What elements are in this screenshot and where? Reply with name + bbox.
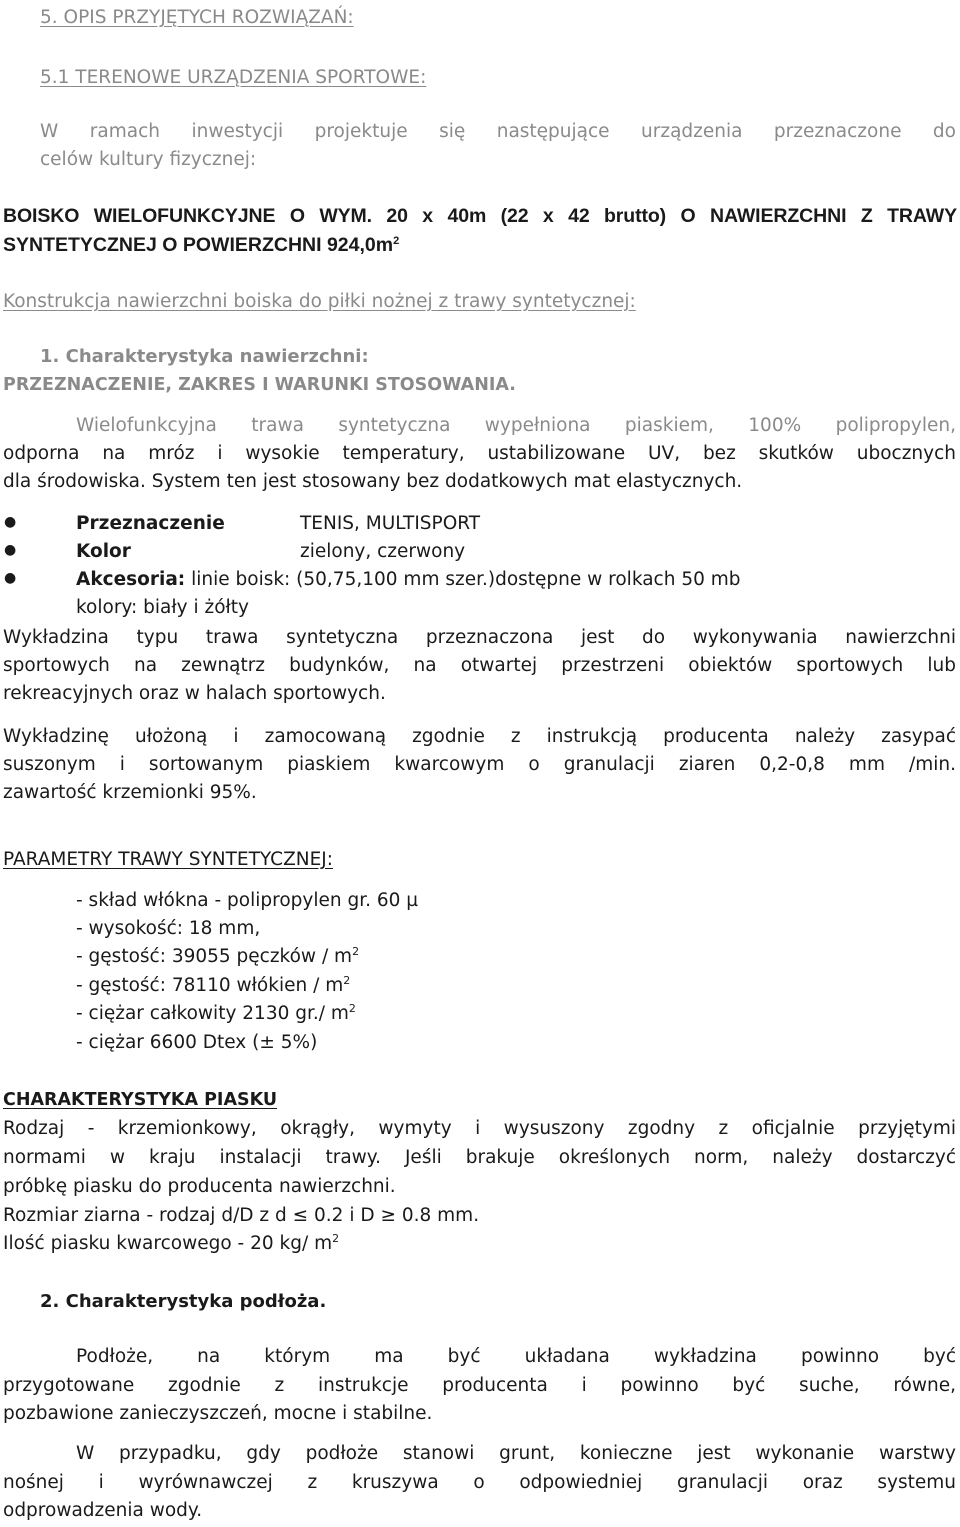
params-heading: PARAMETRY TRAWY SYNTETYCZNEJ: xyxy=(3,849,333,870)
construction-heading: Konstrukcja nawierzchni boiska do piłki nożnej z trawy syntetycznej: xyxy=(3,291,636,312)
char1-heading: 1. Charakterystyka nawierzchni: xyxy=(40,346,369,367)
intro-line-2: celów kultury fizycznej: xyxy=(40,149,257,170)
base-line-2: przygotowane zgodnie z instrukcje producenta i powinno być suche, równe, xyxy=(3,1375,956,1396)
intro-line-1: W ramach inwestycji projektuje się następujące urządzenia przeznaczone do xyxy=(40,121,956,142)
sand-line-4: Rozmiar ziarna - rodzaj d/D z d ≤ 0.2 i D ≥ 0.8 mm. xyxy=(3,1205,480,1226)
desc-line-2: odporna na mróz i wysokie temperatury, ustabilizowane UV, bez skutków ubocznych xyxy=(3,443,956,464)
laying-line-1: Wykładzinę ułożoną i zamocowaną zgodnie z instrukcją producenta należy zasypać xyxy=(3,726,956,747)
ground-line-3: odprowadzenia wody. xyxy=(3,1500,203,1521)
usage-line-2: sportowych na zewnątrz budynków, na otwartej przestrzeni obiektów sportowych lub xyxy=(3,655,956,676)
param-item: - wysokość: 18 mm, xyxy=(76,918,261,939)
base-line-3: pozbawione zanieczyszczeń, mocne i stabilne. xyxy=(3,1403,433,1424)
spec-accessories xyxy=(76,568,741,592)
pitch-title-line-1: BOISKO WIELOFUNKCYJNE O WYM. 20 x 40m (22 x 42 brutto) O NAWIERZCHNI Z TRAWY xyxy=(3,205,957,227)
sand-line-1: Rodzaj - krzemionkowy, okrągły, wymyty i wysuszony zgodny z oficjalnie przyjętymi xyxy=(3,1118,956,1139)
param-item: - ciężar całkowity 2130 gr./ $m^2$ xyxy=(76,1002,356,1024)
desc-line-1: Wielofunkcyjna trawa syntetyczna wypełniona piaskiem, 100% polipropylen, xyxy=(76,415,956,436)
param-item: - gęstość: 39055 pęczków / $m^2$ xyxy=(76,945,360,967)
param-item: - skład włókna - polipropylen gr. 60 µ xyxy=(76,890,419,911)
laying-line-3: zawartość krzemionki 95%. xyxy=(3,782,257,803)
bullet-icon: ● xyxy=(4,514,17,530)
usage-line-3: rekreacyjnych oraz w halach sportowych. xyxy=(3,683,386,704)
param-item: - gęstość: 78110 włókien / $m^2$ xyxy=(76,974,351,996)
bullet-icon: ● xyxy=(4,570,17,586)
sand-line-3: próbkę piasku do producenta nawierzchni. xyxy=(3,1176,396,1197)
ground-line-2: nośnej i wyrównawczej z kruszywa o odpowiedniej granulacji oraz systemu xyxy=(3,1472,956,1493)
spec-value-accessories: linie boisk: (50,75,100 mm szer.)dostępne w rolkach 50 mb xyxy=(191,569,741,590)
spec-label-color: Kolor xyxy=(76,541,131,562)
section-heading: 5. OPIS PRZYJĘTYCH ROZWIĄZAŃ: xyxy=(40,7,354,28)
spec-value-color: zielony, czerwony xyxy=(300,541,466,562)
sand-amount: Ilość piasku kwarcowego - 20 kg/ $m^2$ xyxy=(3,1232,340,1254)
desc-line-3: dla środowiska. System ten jest stosowany bez dodatkowych mat elastycznych. xyxy=(3,471,743,492)
pitch-title-line-2: SYNTETYCZNEJ O POWIERZCHNI $924,0m^2$ xyxy=(3,234,400,256)
char2-heading: 2. Charakterystyka podłoża. xyxy=(40,1291,327,1312)
subsection-heading: 5.1 TERENOWE URZĄDZENIA SPORTOWE: xyxy=(40,67,427,88)
spec-colors: kolory: biały i żółty xyxy=(76,597,249,618)
spec-label-accessories: Akcesoria: xyxy=(76,569,186,590)
sand-line-2: normami w kraju instalacji trawy. Jeśli brakuje określonych norm, należy dostarczyć xyxy=(3,1147,956,1168)
sand-heading: CHARAKTERYSTYKA PIASKU xyxy=(3,1090,278,1110)
bullet-icon: ● xyxy=(4,542,17,558)
param-item: - ciężar 6600 Dtex (± 5%) xyxy=(76,1032,318,1053)
base-line-1: Podłoże, na którym ma być układana wykładzina powinno być xyxy=(76,1346,956,1367)
purpose-heading: PRZEZNACZENIE, ZAKRES I WARUNKI STOSOWANIA. xyxy=(3,375,516,395)
spec-value-purpose: TENIS, MULTISPORT xyxy=(300,513,481,534)
spec-label-purpose: Przeznaczenie xyxy=(76,513,225,534)
usage-line-1: Wykładzina typu trawa syntetyczna przeznaczona jest do wykonywania nawierzchni xyxy=(3,627,956,648)
laying-line-2: suszonym i sortowanym piaskiem kwarcowym o granulacji ziaren 0,2-0,8 mm /min. xyxy=(3,754,956,775)
ground-line-1: W przypadku, gdy podłoże stanowi grunt, konieczne jest wykonanie warstwy xyxy=(76,1443,956,1464)
